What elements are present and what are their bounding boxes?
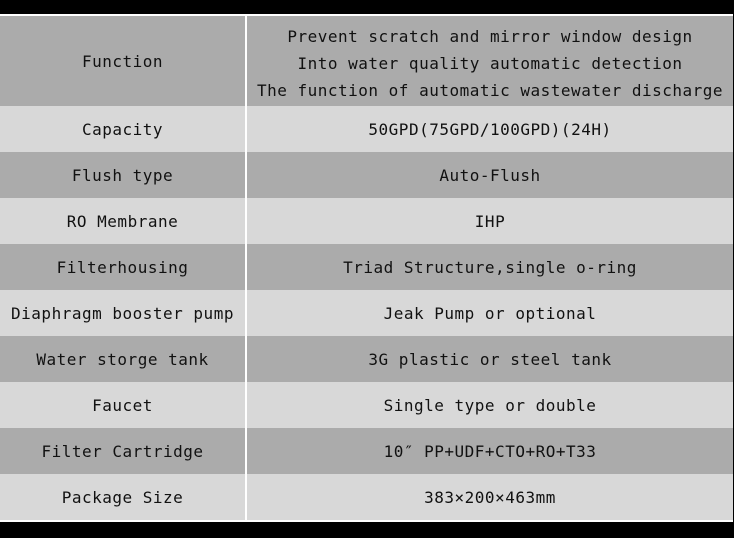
row-value: Single type or double bbox=[247, 382, 733, 428]
row-value: Triad Structure,single o-ring bbox=[247, 244, 733, 290]
row-label: Filter Cartridge bbox=[0, 428, 245, 474]
row-value: IHP bbox=[247, 198, 733, 244]
row-value bbox=[247, 16, 733, 106]
value-line: Into water quality automatic detection bbox=[297, 54, 683, 73]
row-label: Flush type bbox=[0, 152, 245, 198]
value-line: The function of automatic wastewater discharge bbox=[256, 81, 724, 100]
row-label: Filterhousing bbox=[0, 244, 245, 290]
row-value: 383×200×463mm bbox=[247, 474, 733, 520]
row-value: Jeak Pump or optional bbox=[247, 290, 733, 336]
spec-table bbox=[0, 14, 733, 522]
table-row bbox=[0, 290, 733, 336]
table-row bbox=[0, 106, 733, 152]
row-label: Water storge tank bbox=[0, 336, 245, 382]
table-row bbox=[0, 428, 733, 474]
row-value: 50GPD(75GPD/100GPD)(24H) bbox=[247, 106, 733, 152]
row-value: 10″ PP+UDF+CTO+RO+T33 bbox=[247, 428, 733, 474]
row-value: Auto-Flush bbox=[247, 152, 733, 198]
table-row bbox=[0, 152, 733, 198]
row-label: RO Membrane bbox=[0, 198, 245, 244]
value-line: Prevent scratch and mirror window design bbox=[287, 27, 693, 46]
row-label: Function bbox=[0, 16, 245, 106]
table-row bbox=[0, 474, 733, 520]
row-label: Package Size bbox=[0, 474, 245, 520]
table-row bbox=[0, 16, 733, 106]
row-label: Diaphragm booster pump bbox=[0, 290, 245, 336]
table-row bbox=[0, 198, 733, 244]
row-label: Capacity bbox=[0, 106, 245, 152]
table-row bbox=[0, 336, 733, 382]
table-row bbox=[0, 244, 733, 290]
row-label: Faucet bbox=[0, 382, 245, 428]
row-value: 3G plastic or steel tank bbox=[247, 336, 733, 382]
table-row bbox=[0, 382, 733, 428]
